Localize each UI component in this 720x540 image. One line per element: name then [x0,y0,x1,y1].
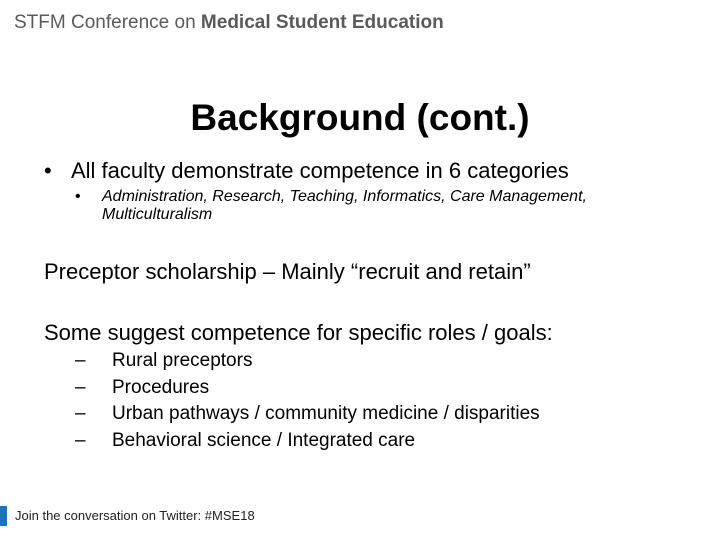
header-bold: Medical Student Education [200,12,444,33]
competence-paragraph: Some suggest competence for specific roles / goals: [44,320,553,345]
list-item-text: Rural preceptors [112,350,253,371]
list-item-text: Procedures [112,376,210,398]
scholarship-paragraph: Preceptor scholarship – Mainly “recruit and retain” [44,259,531,284]
list-item-text: Urban pathways / community medicine / disparities [112,403,540,424]
conference-header [14,12,444,34]
dash-marker: – [75,403,86,424]
footer [0,506,720,526]
bullet-text: All faculty demonstrate competence in 6 categories [71,158,569,183]
header-prefix: STFM Conference on [14,12,201,33]
dash-marker: – [75,376,86,398]
sub-bullet-text: Administration, Research, Teaching, Informatics, Care Management, Multiculturalism [102,188,587,223]
footer-accent-bar [0,506,7,526]
bullet-marker: • [44,158,52,183]
list-item-text: Behavioral science / Integrated care [112,429,416,451]
sub-bullet-marker: • [75,188,81,205]
twitter-hashtag-text: Join the conversation on Twitter: #MSE18 [15,508,255,523]
dash-marker: – [75,350,86,371]
slide-title: Background (cont.) [190,97,530,138]
dash-marker: – [75,429,86,451]
